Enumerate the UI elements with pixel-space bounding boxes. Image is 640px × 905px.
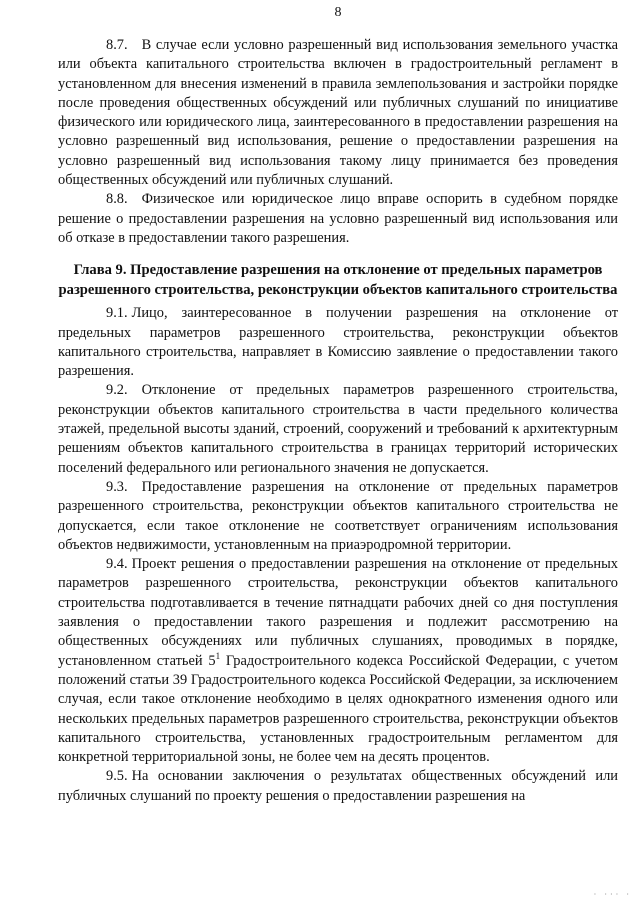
page-number: 8 — [334, 5, 342, 20]
paragraph-number: 9.1. — [106, 305, 128, 322]
paragraph-9-3 — [58, 478, 618, 555]
chapter-title: Глава 9. Предоставление разрешения на отклонение от предельных параметров разрешенного строительства, реконструкции объектов капитального строительства — [58, 262, 618, 298]
paragraph-text: Отклонение от предельных параметров разрешенного строительства, реконструкции объектов капитального строительства в части предельного количества этажей, предельной высоты зданий, строений, сооружений и требований к архитектурным решениям объектов капитального строительства в границах территорий исторических поселений федерального или регионального значения не допускается. — [58, 382, 618, 476]
paragraph-text-continued: Градостроительного кодекса Российской Федерации, с учетом положений статьи 39 Градостроительного кодекса Российской Федерации, за исключением случая, если такое отклонение необходимо в целях однократного изменения одного или нескольких предельных параметров разрешенного строительства, реконструкции объектов капитального строительства, установленных градостроительным регламентом для конкретной территориальной зоны, не более чем на десять процентов. — [58, 652, 618, 766]
scan-corner-marks: · ··· · — [593, 890, 632, 899]
paragraph-text: Предоставление разрешения на отклонение от предельных параметров разрешенного строительства, реконструкции объектов капитального строительства не допускается, если такое отклонение не соответствует ограничениям использования объектов недвижимости, установленным на приаэродромной территории. — [58, 478, 618, 553]
paragraph-number: 9.5. — [106, 768, 128, 785]
paragraph-text: Физическое или юридическое лицо вправе оспорить в судебном порядке решение о предоставлении разрешения на условно разрешенный вид использования или об отказе в предоставлении такого разрешения. — [58, 191, 618, 246]
paragraph-text: Лицо, заинтересованное в получении разрешения на отклонение от предельных параметров разрешенного строительства, реконструкции объектов капитального строительства, направляет в Комиссию заявление о предоставлении такого разрешения. — [58, 305, 618, 380]
paragraph-number: 9.3. — [106, 478, 128, 495]
paragraph-8-8 — [58, 190, 618, 248]
paragraph-text: В случае если условно разрешенный вид использования земельного участка или объекта капитального строительства включен в градостроительный регламент в установленном для внесения изменений в правила землепользования и застройки порядке после проведения общественных обсуждений или публичных слушаний по инициативе физического или юридического лица, заинтересованного в предоставлении разрешения на условно разрешенный вид использования, решение о предоставлении разрешения на условно разрешенный вид использования такому лицу принимается без проведения общественных обсуждений или публичных слушаний. — [58, 37, 618, 189]
superscript: 1 — [215, 650, 221, 661]
paragraph-8-7 — [58, 36, 618, 190]
paragraph-number: 9.2. — [106, 382, 128, 399]
paragraph-9-4 — [58, 555, 618, 767]
paragraph-text: Проект решения о предоставлении разрешения на отклонение от предельных параметров разрешенного строительства, реконструкции объектов капитального строительства подготавливается в течение пятнадцати рабочих дней со дня поступления заявления о предоставлении такого разрешения и подлежит рассмотрению на общественных обсуждениях или публичных слушаниях, проводимых в порядке, установленном статьей 5 — [58, 556, 618, 669]
paragraph-text: На основании заключения о результатах общественных обсуждений или публичных слушаний по проекту решения о предоставлении разрешения на — [58, 768, 618, 804]
paragraph-9-1 — [58, 304, 618, 381]
paragraph-number: 8.8. — [106, 191, 128, 208]
paragraph-9-2 — [58, 381, 618, 477]
paragraph-9-5 — [58, 767, 618, 806]
paragraph-number: 9.4. — [106, 556, 128, 573]
paragraph-number: 8.7. — [106, 37, 128, 53]
